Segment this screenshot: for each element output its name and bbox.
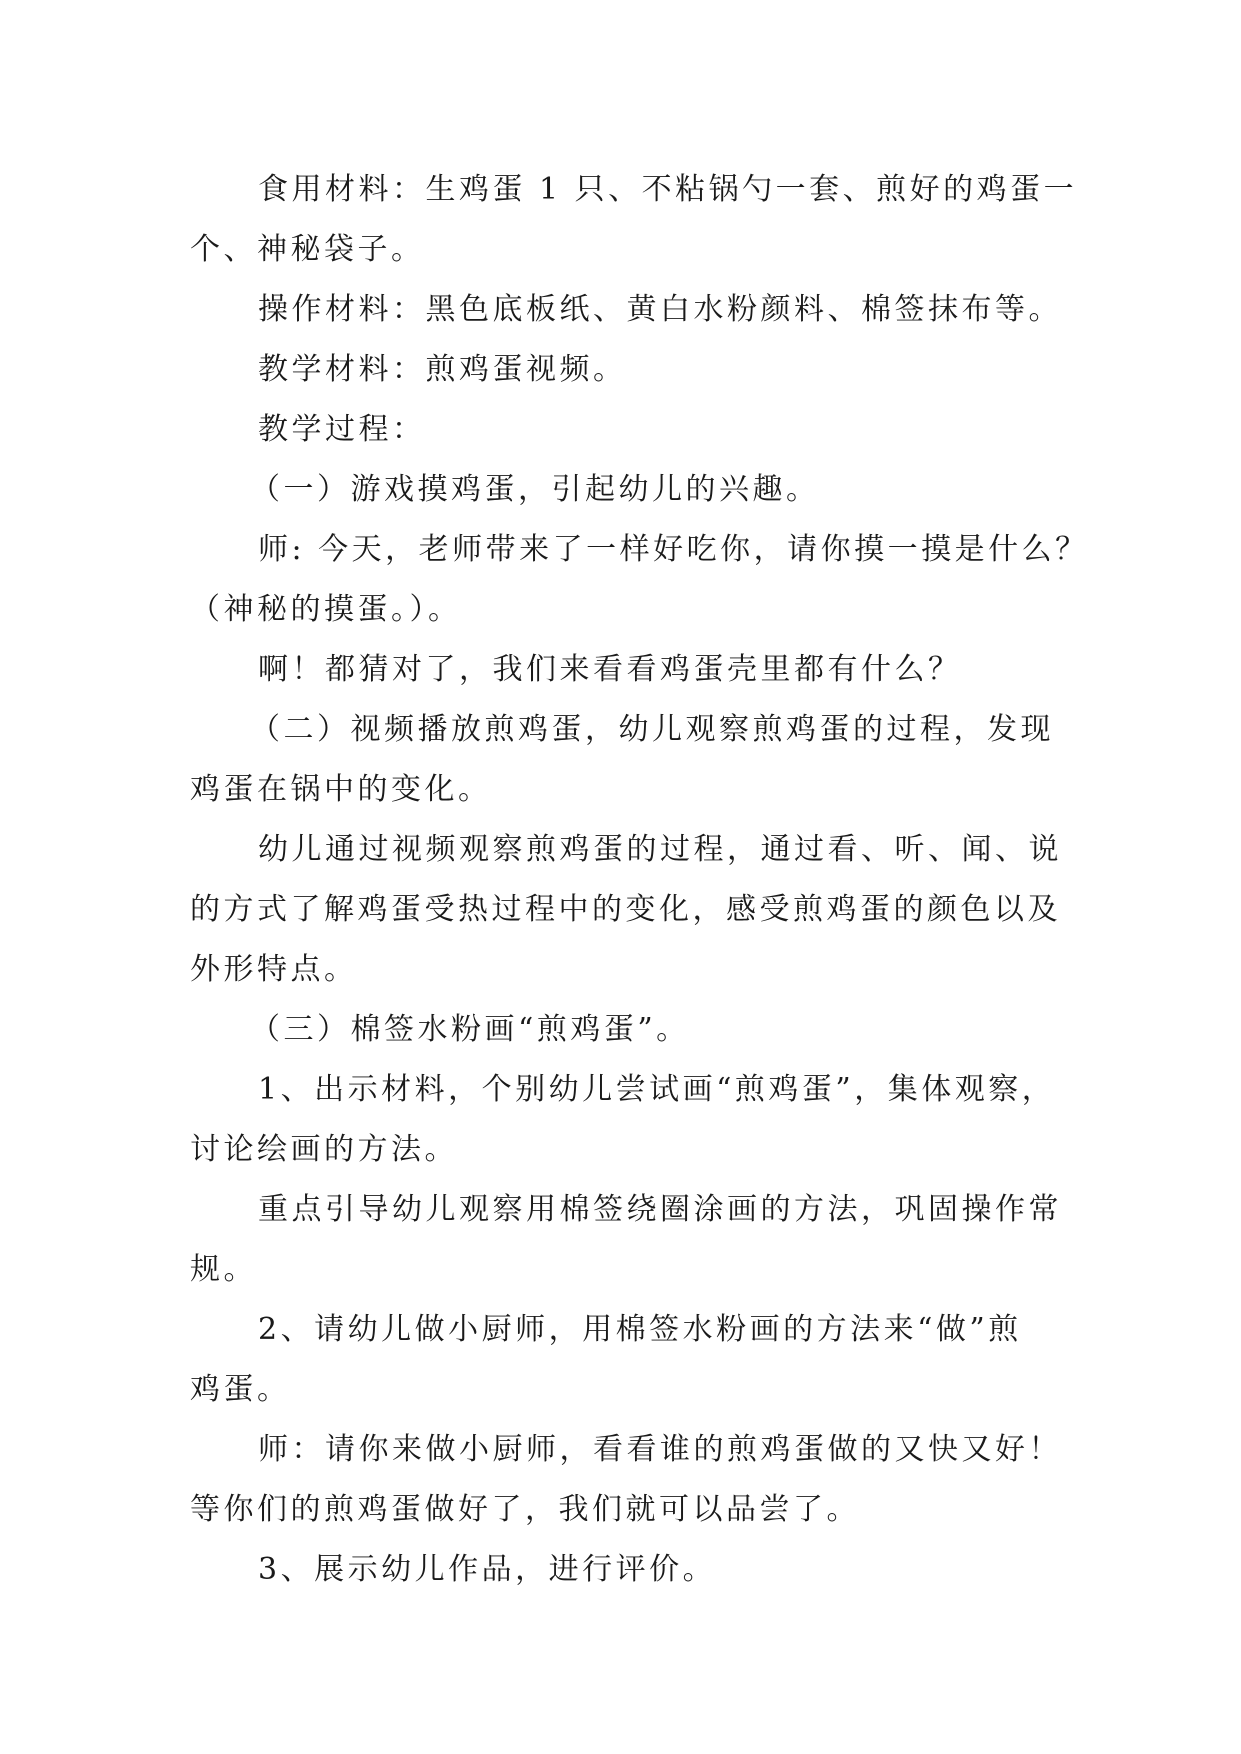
text-line: 的方式了解鸡蛋受热过程中的变化，感受煎鸡蛋的颜色以及 <box>190 892 1061 927</box>
text-line: 鸡蛋在锅中的变化。 <box>190 772 492 807</box>
text-line: 操作材料：黑色底板纸、黄白水粉颜料、棉签抹布等。 <box>258 292 1062 327</box>
text-line: 幼儿通过视频观察煎鸡蛋的过程，通过看、听、闻、说 <box>258 832 1062 867</box>
text-line: （神秘的摸蛋。）。 <box>190 592 462 627</box>
document-body <box>190 160 1089 1600</box>
text-line: 个、神秘袋子。 <box>190 232 425 267</box>
text-line: 2、请幼儿做小厨师，用棉签水粉画的方法来“做”煎 <box>258 1312 1022 1347</box>
text-line: 教学过程： <box>258 412 426 447</box>
text-line: 师: 今天，老师带来了一样好吃你，请你摸一摸是什么？ <box>258 532 1089 567</box>
text-line: 教学材料：煎鸡蛋视频。 <box>258 352 627 387</box>
text-line: 食用材料：生鸡蛋 1 只、不粘锅勺一套、煎好的鸡蛋一 <box>258 172 1078 207</box>
text-line: 等你们的煎鸡蛋做好了，我们就可以品尝了。 <box>190 1492 860 1527</box>
section-heading: （三）棉签水粉画“煎鸡蛋”。 <box>250 1012 690 1047</box>
text-line: 讨论绘画的方法。 <box>190 1132 458 1167</box>
text-line: 规。 <box>190 1252 257 1287</box>
text-line: 外形特点。 <box>190 952 358 987</box>
text-line: 重点引导幼儿观察用棉签绕圈涂画的方法，巩固操作常 <box>258 1192 1062 1227</box>
text-line: 1、出示材料，个别幼儿尝试画“煎鸡蛋”，集体观察， <box>258 1072 1056 1107</box>
section-heading: （一）游戏摸鸡蛋，引起幼儿的兴趣。 <box>250 472 820 507</box>
text-line: 3、展示幼儿作品，进行评价。 <box>258 1552 717 1587</box>
text-line: 鸡蛋。 <box>190 1372 291 1407</box>
text-line: 啊！都猜对了，我们来看看鸡蛋壳里都有什么？ <box>258 652 962 687</box>
text-line: 师：请你来做小厨师，看看谁的煎鸡蛋做的又快又好！ <box>258 1432 1062 1467</box>
section-heading: （二）视频播放煎鸡蛋，幼儿观察煎鸡蛋的过程，发现 <box>250 712 1054 747</box>
